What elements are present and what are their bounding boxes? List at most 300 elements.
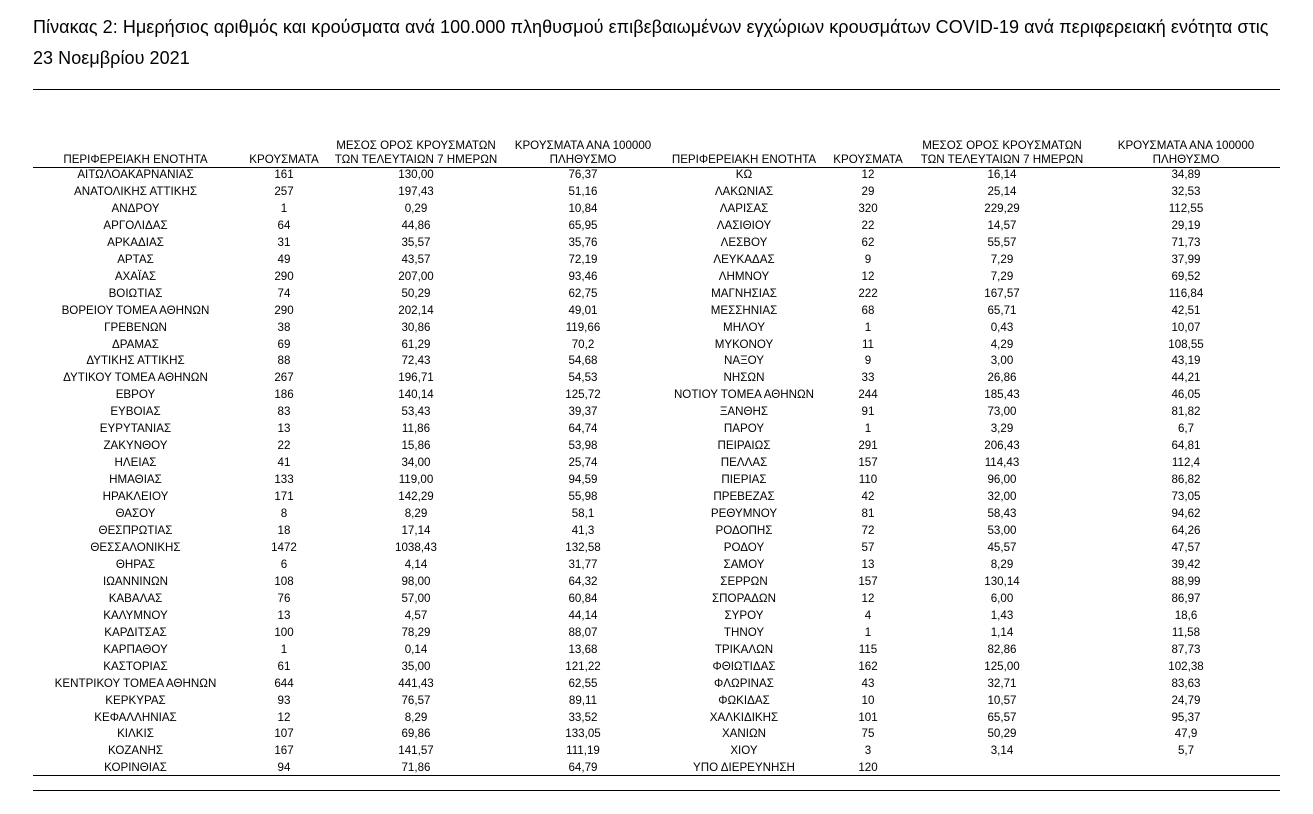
cell-per100k-left: 51,16: [568, 184, 598, 198]
cell-cases-right: 115: [858, 642, 878, 656]
cell-avg7-left: 72,43: [401, 354, 431, 368]
cell-avg7-right: 7,29: [990, 252, 1014, 266]
table-row: [33, 659, 1280, 676]
cell-per100k-right: 69,52: [1171, 269, 1201, 283]
cell-avg7-right: [912, 760, 1092, 777]
cell-per100k-left: 54,68: [568, 354, 598, 368]
cell-cases-left: 41: [277, 456, 291, 470]
cell-avg7-right: 6,00: [990, 591, 1014, 605]
cell-per100k-right: 29,19: [1171, 218, 1201, 232]
cell-region-right: ΛΑΡΙΣΑΣ: [719, 201, 769, 215]
table-title: Πίνακας 2: Ημερήσιος αριθμός και κρούσματα ανά 100.000 πληθυσμού επιβεβαιωμένων εγχώριων κρουσμάτων COVID-19 ανά περιφερειακή ενότητα στις 23 Νοεμβρίου 2021: [33, 17, 1269, 68]
cell-per100k-right: 24,79: [1171, 693, 1201, 707]
cell-avg7-left: 8,29: [404, 507, 428, 521]
cell-avg7-left: 202,14: [398, 303, 434, 317]
cell-region-left: ΑΝΔΡΟΥ: [111, 201, 160, 215]
cell-cases-right: 157: [858, 456, 878, 470]
cell-per100k-right: 87,73: [1171, 642, 1201, 656]
cell-avg7-left: 69,86: [401, 727, 431, 741]
cell-cases-right: 22: [861, 218, 875, 232]
cell-cases-right: 12: [861, 591, 875, 605]
cell-region-right: ΠΕΛΛΑΣ: [720, 456, 768, 470]
cell-avg7-right: 3,00: [990, 354, 1014, 368]
cell-avg7-left: 11,86: [401, 422, 431, 436]
cell-region-right: ΝΗΣΩΝ: [723, 371, 765, 385]
table-row: [33, 269, 1280, 286]
cell-per100k-right: 39,42: [1171, 557, 1201, 571]
cell-avg7-left: 17,14: [401, 524, 431, 538]
cell-cases-right: 320: [858, 201, 878, 215]
cell-per100k-right: 112,55: [1168, 201, 1204, 215]
table-row: [33, 218, 1280, 235]
cell-region-left: ΑΡΚΑΔΙΑΣ: [107, 235, 164, 249]
table-row: [33, 286, 1280, 303]
cell-region-left: ΘΕΣΣΑΛΟΝΙΚΗΣ: [90, 540, 181, 554]
cell-per100k-right: 108,55: [1168, 337, 1204, 351]
cell-region-right: ΣΕΡΡΩΝ: [720, 574, 768, 588]
cell-avg7-right: 0,43: [990, 320, 1014, 334]
cell-avg7-left: 57,00: [401, 591, 431, 605]
cell-cases-right: 75: [861, 727, 875, 741]
header-avg7-left: ΜΕΣΟΣ ΟΡΟΣ ΚΡΟΥΣΜΑΤΩΝ ΤΩΝ ΤΕΛΕΥΤΑΙΩΝ 7 ΗΜΕΡΩΝ: [334, 139, 498, 166]
cell-region-left: ΗΡΑΚΛΕΙΟΥ: [102, 490, 169, 504]
cell-cases-right: 68: [861, 303, 875, 317]
cell-cases-right: 13: [861, 557, 875, 571]
table-row: [33, 726, 1280, 743]
cell-cases-left: 108: [274, 574, 294, 588]
cell-region-right: ΡΕΘΥΜΝΟΥ: [710, 507, 778, 521]
cell-region-left: ΑΙΤΩΛΟΑΚΑΡΝΑΝΙΑΣ: [77, 168, 194, 181]
table-row: [33, 489, 1280, 506]
cell-region-left: ΕΥΡΥΤΑΝΙΑΣ: [99, 422, 172, 436]
cell-avg7-left: 119,00: [398, 473, 434, 487]
cell-cases-left: 161: [274, 168, 294, 181]
cell-region-left: ΓΡΕΒΕΝΩΝ: [104, 320, 167, 334]
cell-per100k-right: 64,81: [1171, 439, 1201, 453]
cell-per100k-left: 121,22: [565, 659, 601, 673]
cell-cases-right: 10: [861, 693, 875, 707]
cell-per100k-left: 39,37: [568, 405, 598, 419]
cell-region-left: ΔΡΑΜΑΣ: [112, 337, 159, 351]
cell-per100k-left: 89,11: [568, 693, 598, 707]
cell-region-left: ΚΟΡΙΝΘΙΑΣ: [104, 761, 167, 775]
cell-cases-right: 244: [858, 388, 878, 402]
table-row: [33, 710, 1280, 727]
cell-per100k-right: 37,99: [1171, 252, 1201, 266]
cell-per100k-left: 60,84: [568, 591, 598, 605]
cell-per100k-right: 86,82: [1171, 473, 1201, 487]
cell-per100k-right: 73,05: [1171, 490, 1201, 504]
cell-avg7-left: 35,57: [401, 235, 431, 249]
cell-per100k-right: 42,51: [1171, 303, 1201, 317]
cell-avg7-right: 25,14: [987, 184, 1017, 198]
cell-per100k-left: 53,98: [568, 439, 598, 453]
cell-avg7-left: 4,57: [404, 608, 428, 622]
header-per100k-left: ΚΡΟΥΣΜΑΤΑ ΑΝΑ 100000 ΠΛΗΘΥΣΜΟ: [514, 139, 652, 166]
cell-per100k-left: 49,01: [568, 303, 598, 317]
cell-avg7-right: 206,43: [984, 439, 1020, 453]
cell-cases-right: 120: [858, 761, 878, 775]
table-row: [33, 201, 1280, 218]
header-avg7-right: ΜΕΣΟΣ ΟΡΟΣ ΚΡΟΥΣΜΑΤΩΝ ΤΩΝ ΤΕΛΕΥΤΑΙΩΝ 7 ΗΜΕΡΩΝ: [920, 139, 1084, 166]
cell-cases-left: 171: [274, 490, 294, 504]
cell-region-left: ΚΕΡΚΥΡΑΣ: [105, 693, 166, 707]
cell-per100k-right: 88,99: [1171, 574, 1201, 588]
cell-avg7-left: 4,14: [404, 557, 428, 571]
cell-avg7-right: 82,86: [987, 642, 1017, 656]
cell-region-left: ΚΟΖΑΝΗΣ: [107, 744, 164, 758]
cell-cases-right: 12: [861, 269, 875, 283]
cell-cases-left: 167: [274, 744, 294, 758]
cell-per100k-left: 10,84: [568, 201, 598, 215]
table-row: [33, 252, 1280, 269]
cell-cases-right: 42: [861, 490, 875, 504]
table-row: [33, 320, 1280, 337]
cell-region-left: ΕΒΡΟΥ: [115, 388, 156, 402]
cell-region-right: ΧΙΟΥ: [730, 744, 758, 758]
cell-per100k-right: 86,97: [1171, 591, 1201, 605]
cell-per100k-right: 6,7: [1177, 422, 1195, 436]
cell-cases-right: 9: [864, 354, 872, 368]
cell-per100k-right: [1092, 760, 1280, 777]
cell-cases-left: 94: [277, 761, 291, 775]
cell-cases-left: 8: [280, 507, 288, 521]
cell-cases-left: 100: [274, 625, 294, 639]
cell-avg7-right: 10,57: [987, 693, 1017, 707]
cell-region-left: ΕΥΒΟΙΑΣ: [110, 405, 161, 419]
cell-region-left: ΘΕΣΠΡΩΤΙΑΣ: [98, 524, 173, 538]
cell-per100k-left: 76,37: [568, 168, 598, 181]
cell-region-left: ΚΕΝΤΡΙΚΟΥ ΤΟΜΕΑ ΑΘΗΝΩΝ: [54, 676, 217, 690]
cell-per100k-left: 64,74: [568, 422, 598, 436]
cell-per100k-right: 83,63: [1171, 676, 1201, 690]
cell-cases-left: 31: [277, 235, 291, 249]
cell-avg7-right: 4,29: [990, 337, 1014, 351]
cell-avg7-left: 197,43: [398, 184, 434, 198]
table-row: [33, 523, 1280, 540]
cell-per100k-right: 94,62: [1171, 507, 1201, 521]
table-row: [33, 642, 1280, 659]
cell-avg7-left: 1038,43: [395, 540, 437, 554]
cell-region-right: ΤΡΙΚΑΛΩΝ: [714, 642, 774, 656]
cell-cases-right: 57: [861, 540, 875, 554]
cell-cases-right: 162: [858, 659, 878, 673]
cell-per100k-left: 133,05: [565, 727, 601, 741]
cell-avg7-right: 65,71: [987, 303, 1017, 317]
cell-avg7-left: 76,57: [401, 693, 431, 707]
cell-cases-left: 83: [277, 405, 291, 419]
cell-per100k-left: 25,74: [568, 456, 598, 470]
cell-avg7-right: 1,14: [990, 625, 1014, 639]
cell-per100k-left: 88,07: [568, 625, 598, 639]
table-body: [33, 167, 1280, 777]
cell-avg7-right: 7,29: [990, 269, 1014, 283]
cell-region-right: ΧΑΛΚΙΔΙΚΗΣ: [709, 710, 779, 724]
cell-region-right: ΛΑΚΩΝΙΑΣ: [714, 184, 774, 198]
cell-cases-right: 1: [864, 320, 872, 334]
cell-per100k-left: 62,55: [568, 676, 598, 690]
cell-region-left: ΘΗΡΑΣ: [115, 557, 156, 571]
cell-per100k-left: 33,52: [568, 710, 598, 724]
cell-region-left: ΙΩΑΝΝΙΝΩΝ: [103, 574, 168, 588]
table-row: [33, 167, 1280, 184]
cell-region-right: ΚΩ: [735, 168, 753, 181]
cell-per100k-left: 132,58: [565, 540, 601, 554]
cell-region-right: ΛΕΣΒΟΥ: [720, 235, 768, 249]
cell-region-left: ΚΑΡΔΙΤΣΑΣ: [104, 625, 167, 639]
cell-region-left: ΑΡΤΑΣ: [117, 252, 154, 266]
cell-region-right: ΡΟΔΟΠΗΣ: [715, 524, 773, 538]
cell-cases-right: 62: [861, 235, 875, 249]
cell-region-right: ΛΑΣΙΘΙΟΥ: [716, 218, 772, 232]
cell-per100k-left: 44,14: [568, 608, 598, 622]
cell-cases-left: 64: [277, 218, 291, 232]
table-row: [33, 760, 1280, 777]
cell-cases-right: 222: [858, 286, 878, 300]
cell-per100k-left: 58,1: [571, 507, 595, 521]
cell-per100k-right: 81,82: [1171, 405, 1201, 419]
cell-region-right: ΠΑΡΟΥ: [723, 422, 765, 436]
cell-per100k-right: 112,4: [1171, 456, 1201, 470]
cell-avg7-right: 16,14: [987, 168, 1017, 181]
cell-per100k-right: 34,89: [1171, 168, 1201, 181]
cell-cases-right: 81: [861, 507, 875, 521]
cell-cases-left: 13: [277, 422, 291, 436]
cell-cases-left: 257: [274, 184, 294, 198]
cell-avg7-right: 45,57: [987, 540, 1017, 554]
cell-cases-left: 644: [274, 676, 294, 690]
cell-cases-left: 93: [277, 693, 291, 707]
cell-per100k-left: 94,59: [568, 473, 598, 487]
cell-avg7-right: 3,14: [990, 744, 1014, 758]
cell-cases-left: 133: [274, 473, 294, 487]
cell-per100k-left: 55,98: [568, 490, 598, 504]
cell-per100k-right: 116,84: [1168, 286, 1204, 300]
cell-cases-right: 72: [861, 524, 875, 538]
cell-per100k-right: 5,7: [1177, 744, 1195, 758]
cell-avg7-left: 130,00: [398, 168, 434, 181]
cell-cases-left: 267: [274, 371, 294, 385]
cell-per100k-right: 43,19: [1171, 354, 1201, 368]
header-row: [33, 116, 1280, 167]
cell-cases-right: 43: [861, 676, 875, 690]
cell-region-right: ΣΥΡΟΥ: [724, 608, 764, 622]
table-row: [33, 540, 1280, 557]
cell-per100k-right: 71,73: [1171, 235, 1201, 249]
cell-region-left: ΑΝΑΤΟΛΙΚΗΣ ΑΤΤΙΚΗΣ: [73, 184, 197, 198]
cell-avg7-right: 50,29: [987, 727, 1017, 741]
cell-cases-right: 29: [861, 184, 875, 198]
cell-cases-right: 110: [858, 473, 878, 487]
table-row: [33, 743, 1280, 760]
cell-per100k-right: 11,58: [1171, 625, 1201, 639]
cell-region-right: ΜΕΣΣΗΝΙΑΣ: [710, 303, 778, 317]
cell-cases-right: 11: [861, 337, 875, 351]
cell-region-right: ΠΕΙΡΑΙΩΣ: [717, 439, 771, 453]
cell-cases-right: 12: [861, 168, 875, 181]
cell-avg7-right: 3,29: [990, 422, 1014, 436]
header-cases-right: ΚΡΟΥΣΜΑΤΑ: [833, 152, 903, 166]
table-row: [33, 387, 1280, 404]
cell-region-right: ΤΗΝΟΥ: [723, 625, 765, 639]
cell-cases-left: 74: [277, 286, 291, 300]
table-row: [33, 693, 1280, 710]
cell-region-left: ΒΟΙΩΤΙΑΣ: [108, 286, 163, 300]
header-cases-left: ΚΡΟΥΣΜΑΤΑ: [249, 152, 319, 166]
cell-cases-right: 1: [864, 422, 872, 436]
cell-region-left: ΒΟΡΕΙΟΥ ΤΟΜΕΑ ΑΘΗΝΩΝ: [61, 303, 210, 317]
cell-region-left: ΖΑΚΥΝΘΟΥ: [103, 439, 168, 453]
cell-avg7-left: 142,29: [398, 490, 434, 504]
cell-cases-left: 290: [274, 303, 294, 317]
cell-per100k-right: 44,21: [1171, 371, 1201, 385]
cell-avg7-left: 34,00: [401, 456, 431, 470]
cell-avg7-left: 78,29: [401, 625, 431, 639]
cell-region-right: ΜΑΓΝΗΣΙΑΣ: [711, 286, 777, 300]
cell-avg7-left: 141,57: [398, 744, 434, 758]
cell-avg7-left: 0,14: [404, 642, 428, 656]
cell-per100k-left: 119,66: [565, 320, 601, 334]
cell-avg7-left: 61,29: [401, 337, 431, 351]
table-row: [33, 370, 1280, 387]
cell-avg7-right: 14,57: [987, 218, 1017, 232]
cell-cases-right: 291: [858, 439, 878, 453]
cell-avg7-left: 441,43: [398, 676, 434, 690]
cell-per100k-right: 47,9: [1174, 727, 1198, 741]
cell-cases-right: 157: [858, 574, 878, 588]
cell-per100k-left: 72,19: [568, 252, 598, 266]
cell-cases-left: 76: [277, 591, 291, 605]
cell-per100k-right: 32,53: [1171, 184, 1201, 198]
cell-per100k-left: 64,79: [568, 761, 598, 775]
cell-cases-left: 12: [277, 710, 291, 724]
cell-region-left: ΚΑΡΠΑΘΟΥ: [103, 642, 168, 656]
cell-cases-right: 1: [864, 625, 872, 639]
cell-cases-left: 61: [277, 659, 291, 673]
cell-per100k-left: 125,72: [565, 388, 601, 402]
cell-cases-left: 18: [277, 524, 291, 538]
cell-per100k-right: 95,37: [1171, 710, 1201, 724]
cell-cases-right: 91: [861, 405, 875, 419]
cell-per100k-right: 10,07: [1171, 320, 1201, 334]
cell-avg7-right: 65,57: [987, 710, 1017, 724]
cell-cases-right: 9: [864, 252, 872, 266]
cell-avg7-right: 58,43: [987, 507, 1017, 521]
cell-avg7-right: 73,00: [987, 405, 1017, 419]
cell-cases-left: 69: [277, 337, 291, 351]
table-row: [33, 404, 1280, 421]
table-row: [33, 506, 1280, 523]
cell-per100k-left: 64,32: [568, 574, 598, 588]
cell-per100k-left: 93,46: [568, 269, 598, 283]
cell-avg7-left: 207,00: [398, 269, 434, 283]
cell-avg7-left: 53,43: [401, 405, 431, 419]
table-row: [33, 455, 1280, 472]
cell-per100k-left: 54,53: [568, 371, 598, 385]
cell-avg7-right: 130,14: [984, 574, 1020, 588]
cell-avg7-left: 35,00: [401, 659, 431, 673]
cell-avg7-right: 53,00: [987, 524, 1017, 538]
cell-cases-left: 49: [277, 252, 291, 266]
cell-cases-left: 22: [277, 439, 291, 453]
cell-avg7-right: 32,71: [987, 676, 1017, 690]
cell-region-right: ΞΑΝΘΗΣ: [719, 405, 769, 419]
cell-per100k-left: 65,95: [568, 218, 598, 232]
bottom-rule: [33, 790, 1280, 791]
cell-region-left: ΑΧΑΪΑΣ: [114, 269, 157, 283]
top-rule: [33, 89, 1280, 90]
cell-avg7-left: 50,29: [401, 286, 431, 300]
cell-avg7-left: 30,86: [401, 320, 431, 334]
cell-region-left: ΘΑΣΟΥ: [115, 507, 156, 521]
cell-avg7-left: 0,29: [404, 201, 428, 215]
cell-region-left: ΔΥΤΙΚΗΣ ΑΤΤΙΚΗΣ: [86, 354, 185, 368]
cell-region-right: ΝΑΞΟΥ: [723, 354, 765, 368]
table-row: [33, 337, 1280, 354]
cell-avg7-right: 8,29: [990, 557, 1014, 571]
cell-cases-right: 101: [858, 710, 878, 724]
header-per100k-right: ΚΡΟΥΣΜΑΤΑ ΑΝΑ 100000 ΠΛΗΘΥΣΜΟ: [1117, 139, 1255, 166]
cell-cases-left: 38: [277, 320, 291, 334]
cell-region-left: ΑΡΓΟΛΙΔΑΣ: [103, 218, 168, 232]
cell-cases-left: 13: [277, 608, 291, 622]
cell-per100k-right: 64,26: [1171, 524, 1201, 538]
cell-avg7-left: 98,00: [401, 574, 431, 588]
cell-region-right: ΣΠΟΡΑΔΩΝ: [712, 591, 776, 605]
cell-cases-right: 33: [861, 371, 875, 385]
header-region-right: ΠΕΡΙΦΕΡΕΙΑΚΗ ΕΝΟΤΗΤΑ: [671, 152, 817, 166]
cell-region-left: ΚΙΛΚΙΣ: [117, 727, 154, 741]
cell-per100k-left: 62,75: [568, 286, 598, 300]
cell-region-right: ΡΟΔΟΥ: [723, 540, 765, 554]
cell-avg7-right: 1,43: [990, 608, 1014, 622]
cell-per100k-left: 31,77: [568, 557, 598, 571]
cell-avg7-right: 229,29: [984, 201, 1020, 215]
cell-region-left: ΚΑΣΤΟΡΙΑΣ: [103, 659, 168, 673]
cell-cases-right: 3: [864, 744, 872, 758]
table-row: [33, 421, 1280, 438]
cell-cases-left: 186: [274, 388, 294, 402]
table-row: [33, 235, 1280, 252]
table-row: [33, 591, 1280, 608]
cell-avg7-right: 96,00: [987, 473, 1017, 487]
table-row: [33, 676, 1280, 693]
cell-cases-left: 1: [280, 201, 288, 215]
table-row: [33, 625, 1280, 642]
cell-per100k-right: 18,6: [1174, 608, 1198, 622]
cell-per100k-left: 70,2: [571, 337, 595, 351]
cell-avg7-left: 8,29: [404, 710, 428, 724]
cell-region-right: ΛΕΥΚΑΔΑΣ: [713, 252, 775, 266]
cell-avg7-left: 43,57: [401, 252, 431, 266]
cell-region-right: ΝΟΤΙΟΥ ΤΟΜΕΑ ΑΘΗΝΩΝ: [673, 388, 815, 402]
cell-cases-left: 1: [280, 642, 288, 656]
cell-per100k-left: 111,19: [566, 744, 600, 758]
cell-cases-left: 107: [274, 727, 294, 741]
table-row: [33, 184, 1280, 201]
cell-avg7-left: 71,86: [401, 761, 431, 775]
cell-region-right: ΥΠΟ ΔΙΕΡΕΥΝΗΣΗ: [693, 761, 795, 775]
cell-region-left: ΗΛΕΙΑΣ: [114, 456, 157, 470]
cell-region-left: ΚΑΛΥΜΝΟΥ: [103, 608, 168, 622]
cell-cases-right: 4: [864, 608, 872, 622]
table-row: [33, 557, 1280, 574]
cell-avg7-right: 167,57: [984, 286, 1020, 300]
cell-avg7-right: 26,86: [987, 371, 1017, 385]
cell-per100k-left: 41,3: [571, 524, 595, 538]
cell-region-right: ΠΡΕΒΕΖΑΣ: [713, 490, 775, 504]
cell-region-left: ΚΑΒΑΛΑΣ: [108, 591, 163, 605]
